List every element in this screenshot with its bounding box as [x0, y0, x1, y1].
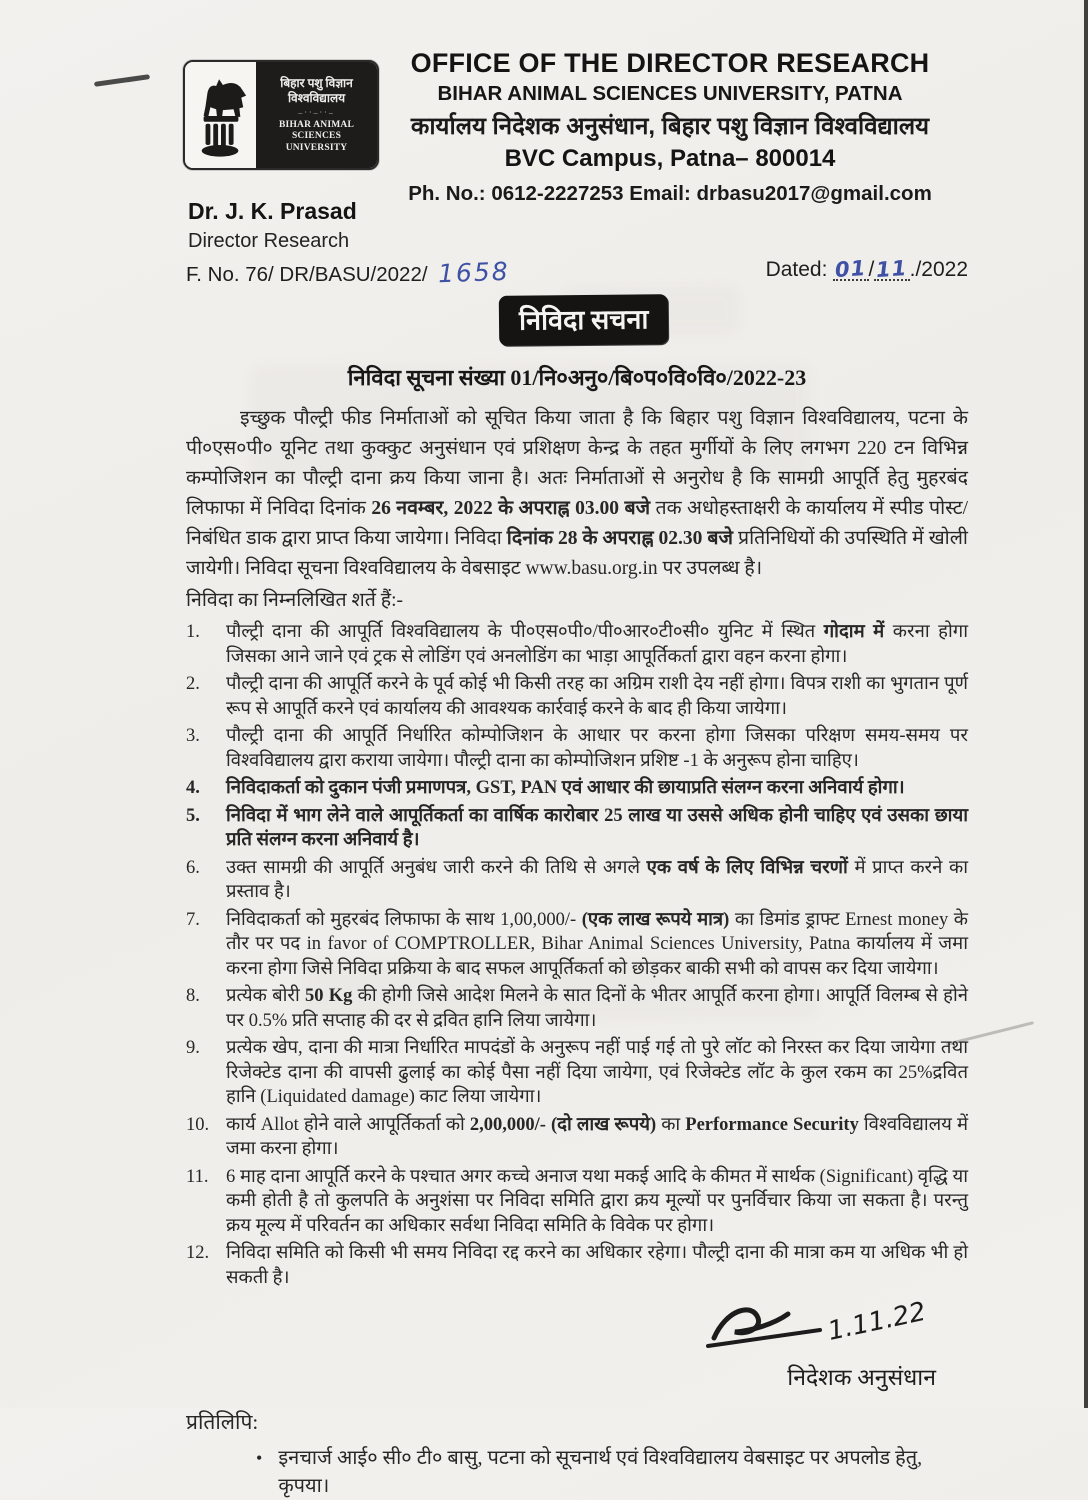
text-segment: इच्छुक पौल्ट्री फीड निर्माताओं को सूचित किया जाता है कि बिहार पशु विज्ञान विश्वविद्यालय, पटना के पी०एस०पी० यूनिट तथा कुक्कुट अनुसंधान एवं प्रशिक्षण केन्द्र के तहत मुर्गीयों के लिए लगभग 220 टन विभिन्न कम्पोजिशन का पौल्ट्री दाना क्रय किया जाना है। अतः निर्माताओं से अनुरोध है कि सामग्री आपूर्ति हेतु मुहरबंद लिफाफा में निविदा दिनांक — [186, 408, 968, 519]
term-item — [186, 1165, 968, 1239]
text-segment: निविदाकर्ता को मुहरबंद लिफाफा के साथ 1,00,000/- — [226, 909, 582, 930]
text-segment: 6 माह दाना आपूर्ति करने के पश्चात अगर कच्चे अनाज यथा मकई आदि के कीमत में सार्थक (Significant) वृद्धि या कमी होती है तो कुलपति के अनुशंसा पर निविदा समिति द्वारा क्रय मूल्यों पर पुनर्विचार किया जा सकता है। परन्तु क्रय मूल्य में परिवर्तन का अधिकार सर्वथा निविदा समिति के विवेक पर होगा। — [226, 1166, 968, 1236]
letterhead — [380, 48, 960, 206]
text-segment: एक वर्ष के लिए विभिन्न चरणों — [646, 857, 848, 878]
term-item — [186, 908, 968, 982]
text-segment: का डिमांड ड्राफ्ट Ernest money के तौर पर पद in favor of COMPTROLLER, Bihar Animal Sciences University, Patna कार्यालय में जमा करना होगा जिसे निविदा प्रक्रिया के बाद सफल आपूर्तिकर्ता को छोड़कर बाकी सभी को वापस कर दिया जायेगा। — [226, 909, 968, 979]
dated-day-handwritten: 01 — [834, 255, 868, 283]
term-number: 5. — [186, 805, 200, 826]
text-segment: प्रतिनिधियों की उपस्थिति में खोली जायेगी। निविदा सूचना विश्वविद्यालय के वेबसाइट www.basu.org.in पर उपलब्ध है। — [186, 528, 968, 579]
bullet-icon: • — [256, 1448, 263, 1468]
dated-month-dotted-line — [874, 255, 909, 283]
term-item — [186, 1036, 968, 1110]
text-segment: कार्य Allot होने वाले आपूर्तिकर्ता को — [226, 1114, 470, 1135]
logo-text-panel — [256, 62, 377, 168]
dated-separator: / — [868, 258, 875, 281]
logo-english-name-line2: UNIVERSITY — [285, 143, 348, 153]
copy-to-section — [186, 1408, 968, 1500]
text-segment: की होगी जिसे आदेश मिलने के सात दिनों के भीतर आपूर्ति करना होगा। आपूर्ति विलम्ब से होने पर 0.5% प्रति सप्ताह की दर से द्रवित हानि लिया जायेगा। — [226, 986, 969, 1031]
university-logo — [183, 60, 379, 170]
text-segment: करना होगा जिसका आने जाने एवं ट्रक से लोडिंग एवं अनलोडिंग का भाड़ा आपूर्तिकर्ता द्वारा वहन करना होगा। — [226, 622, 968, 667]
reference-row — [186, 255, 968, 289]
office-title: OFFICE OF THE DIRECTOR RESEARCH — [410, 48, 930, 78]
term-item — [186, 1241, 968, 1290]
text-segment: गोदाम में — [823, 622, 885, 642]
text-segment: Performance Security — [685, 1114, 859, 1135]
logo-hindi-name-line2: विश्वविद्यालय — [287, 91, 346, 105]
signatory-block — [188, 198, 357, 253]
term-number: 9. — [186, 1038, 200, 1058]
term-item — [186, 1113, 968, 1162]
terms-list — [186, 620, 968, 1290]
term-text — [226, 672, 968, 721]
notice-heading: निविदा सूचना संख्या 01/नि०अनु०/बि०प०वि०वि०/2022-23 — [347, 365, 807, 390]
term-item — [186, 856, 968, 905]
term-number: 8. — [186, 986, 200, 1006]
cow-emblem-icon — [185, 62, 256, 168]
term-number: 3. — [186, 726, 200, 746]
term-number: 6. — [186, 857, 200, 878]
term-number: 7. — [186, 909, 200, 930]
signature-block — [186, 1296, 968, 1392]
copy-item-text: इनचार्ज आई० सी० टी० बासु, पटना को सूचनार्थ एवं विश्वविद्यालय वेबसाइट पर अपलोड हेतु, कृपया। — [278, 1447, 923, 1497]
signatory-designation: Director Research — [188, 230, 350, 252]
text-segment: पौल्ट्री दाना की आपूर्ति विश्वविद्यालय के पी०एस०पी०/पी०आर०टी०सी० युनिट में स्थित — [226, 622, 824, 642]
text-segment: में प्राप्त करने का प्रस्ताव है। — [226, 857, 969, 902]
contact-info: Ph. No.: 0612-2227253 Email: drbasu2017@gmail.com — [408, 182, 932, 205]
director-signature-label: निदेशक अनुसंधान — [787, 1365, 936, 1390]
term-number: 10. — [186, 1114, 210, 1135]
ink-signature-icon — [698, 1296, 948, 1358]
text-segment: प्रत्येक बोरी — [226, 986, 306, 1006]
scan-edge-shadow — [1084, 0, 1088, 1408]
text-segment: दिनांक 28 के अपराह्न 02.30 बजे — [506, 528, 738, 549]
term-item — [186, 672, 968, 721]
text-segment: निविदाकर्ता को दुकान पंजी प्रमाणपत्र, GST, PAN एवं आधार की छायाप्रति संलग्न करना अनिवार्य होगा। — [226, 778, 905, 798]
text-segment: तक अधोहस्ताक्षरी के कार्यालय में स्पीड पोस्ट/निबंधित डाक द्वारा प्राप्त किया जायेगा। निविदा — [186, 498, 968, 549]
term-text — [226, 724, 968, 773]
intro-paragraph — [186, 404, 968, 584]
text-segment: का — [656, 1114, 686, 1135]
term-text — [226, 804, 968, 853]
text-segment: 2,00,000/- (दो लाख रूपये) — [469, 1114, 657, 1135]
term-number: 1. — [186, 622, 200, 642]
term-item — [186, 776, 968, 801]
notice-body — [186, 362, 968, 1500]
signatory-name: Dr. J. K. Prasad — [188, 198, 357, 224]
text-segment: निविदा समिति को किसी भी समय निविदा रद्द करने का अधिकार रहेगा। पौल्ट्री दाना की मात्रा कम या अधिक भी हो सकती है। — [226, 1243, 968, 1288]
copy-item-row — [186, 1444, 968, 1500]
term-item — [186, 804, 968, 853]
term-item — [186, 984, 968, 1033]
dated-month-handwritten: 11 — [875, 255, 909, 283]
term-number: 11. — [186, 1166, 209, 1187]
copy-label: प्रतिलिपि: — [186, 1410, 259, 1434]
logo-hindi-name-line1: बिहार पशु विज्ञान — [280, 76, 353, 90]
office-title-hindi: कार्यालय निदेशक अनुसंधान, बिहार पशु विज्ञान विश्वविद्यालय — [410, 113, 930, 140]
text-segment: पौल्ट्री दाना की आपूर्ति निर्धारित कोम्पोजिशन के आधार पर करना होगा जिसका परिक्षण समय-समय पर विश्वविद्यालय द्वारा कराया जायेगा। पौल्ट्री दाना का कोम्पोजिशन प्रशिष्ट -1 के अनुरूप होना चाहिए। — [226, 726, 968, 771]
text-segment: निविदा में भाग लेने वाले आपूर्तिकर्ता का वार्षिक कारोबार 25 लाख या उससे अधिक होनी चाहिए एवं उसका छाया प्रति संलग्न करना अनिवार्य है। — [226, 805, 968, 850]
text-segment: पौल्ट्री दाना की आपूर्ति करने के पूर्व कोई भी किसी तरह का अग्रिम राशी देय नहीं होगा। विपत्र राशी का भुगतान पूर्ण रूप से आपूर्ति करने एवं कार्यालय की आवश्यक कार्रवाई करने के बाद ही किया जायेगा। — [226, 674, 968, 719]
file-number-handwritten: 1658 — [437, 256, 510, 289]
text-segment: 26 नवम्बर, 2022 के अपराह्न 03.00 बजे — [371, 498, 656, 519]
dated-label: Dated: — [765, 258, 828, 281]
term-text — [226, 776, 968, 801]
term-item — [186, 620, 968, 669]
dated-field — [765, 255, 968, 283]
term-number: 12. — [186, 1243, 210, 1263]
term-text — [226, 856, 968, 905]
signature-date: 1.11.22 — [825, 1296, 929, 1347]
dated-year: ./2022 — [909, 258, 968, 281]
term-item — [186, 724, 968, 773]
term-text — [226, 1241, 968, 1290]
term-number: 2. — [186, 674, 200, 694]
dated-day-dotted-line — [833, 255, 868, 283]
term-text — [226, 1113, 968, 1162]
text-segment: उक्त सामग्री की आपूर्ति अनुबंध जारी करने की तिथि से अगले — [226, 857, 647, 878]
terms-lead-line: निविदा का निम्नलिखित शर्ते हैं:- — [186, 590, 403, 611]
text-segment: विश्वविद्यालय में जमा करना होगा। — [226, 1114, 969, 1159]
term-text — [226, 908, 968, 982]
term-text — [226, 620, 968, 669]
text-segment: (एक लाख रूपये मात्र) — [581, 909, 730, 930]
logo-english-name-line1: BIHAR ANIMAL SCIENCES — [279, 120, 354, 141]
logo-divider: –··–··– — [298, 108, 335, 117]
term-text — [226, 1165, 968, 1239]
term-text — [226, 1036, 968, 1110]
text-segment: 50 Kg — [305, 986, 353, 1006]
file-number — [186, 258, 509, 287]
pen-dash-mark — [94, 74, 150, 87]
text-segment: प्रत्येक खेप, दाना की मात्रा निर्धारित मापदंडों के अनुरूप नहीं पाई गई तो पुरे लॉट को निरस्त कर दिया जायेगा तथा रिजेक्टेड दाना की वापसी ढुलाई का कोई पैसा नहीं दिया जायेगा, एवं रिजेक्टेड लॉट के कुल रकम का 25%द्रवित हानि (Liquidated damage) काट लिया जायेगा। — [226, 1038, 968, 1107]
term-number: 4. — [186, 778, 200, 798]
term-text — [226, 984, 968, 1033]
university-name: BIHAR ANIMAL SCIENCES UNIVERSITY, PATNA — [437, 82, 903, 105]
campus-address: BVC Campus, Patna– 800014 — [504, 145, 836, 172]
file-number-printed: F. No. 76/ DR/BASU/2022/ — [186, 263, 428, 286]
tender-notice-badge: निविदा सचना — [499, 294, 669, 346]
